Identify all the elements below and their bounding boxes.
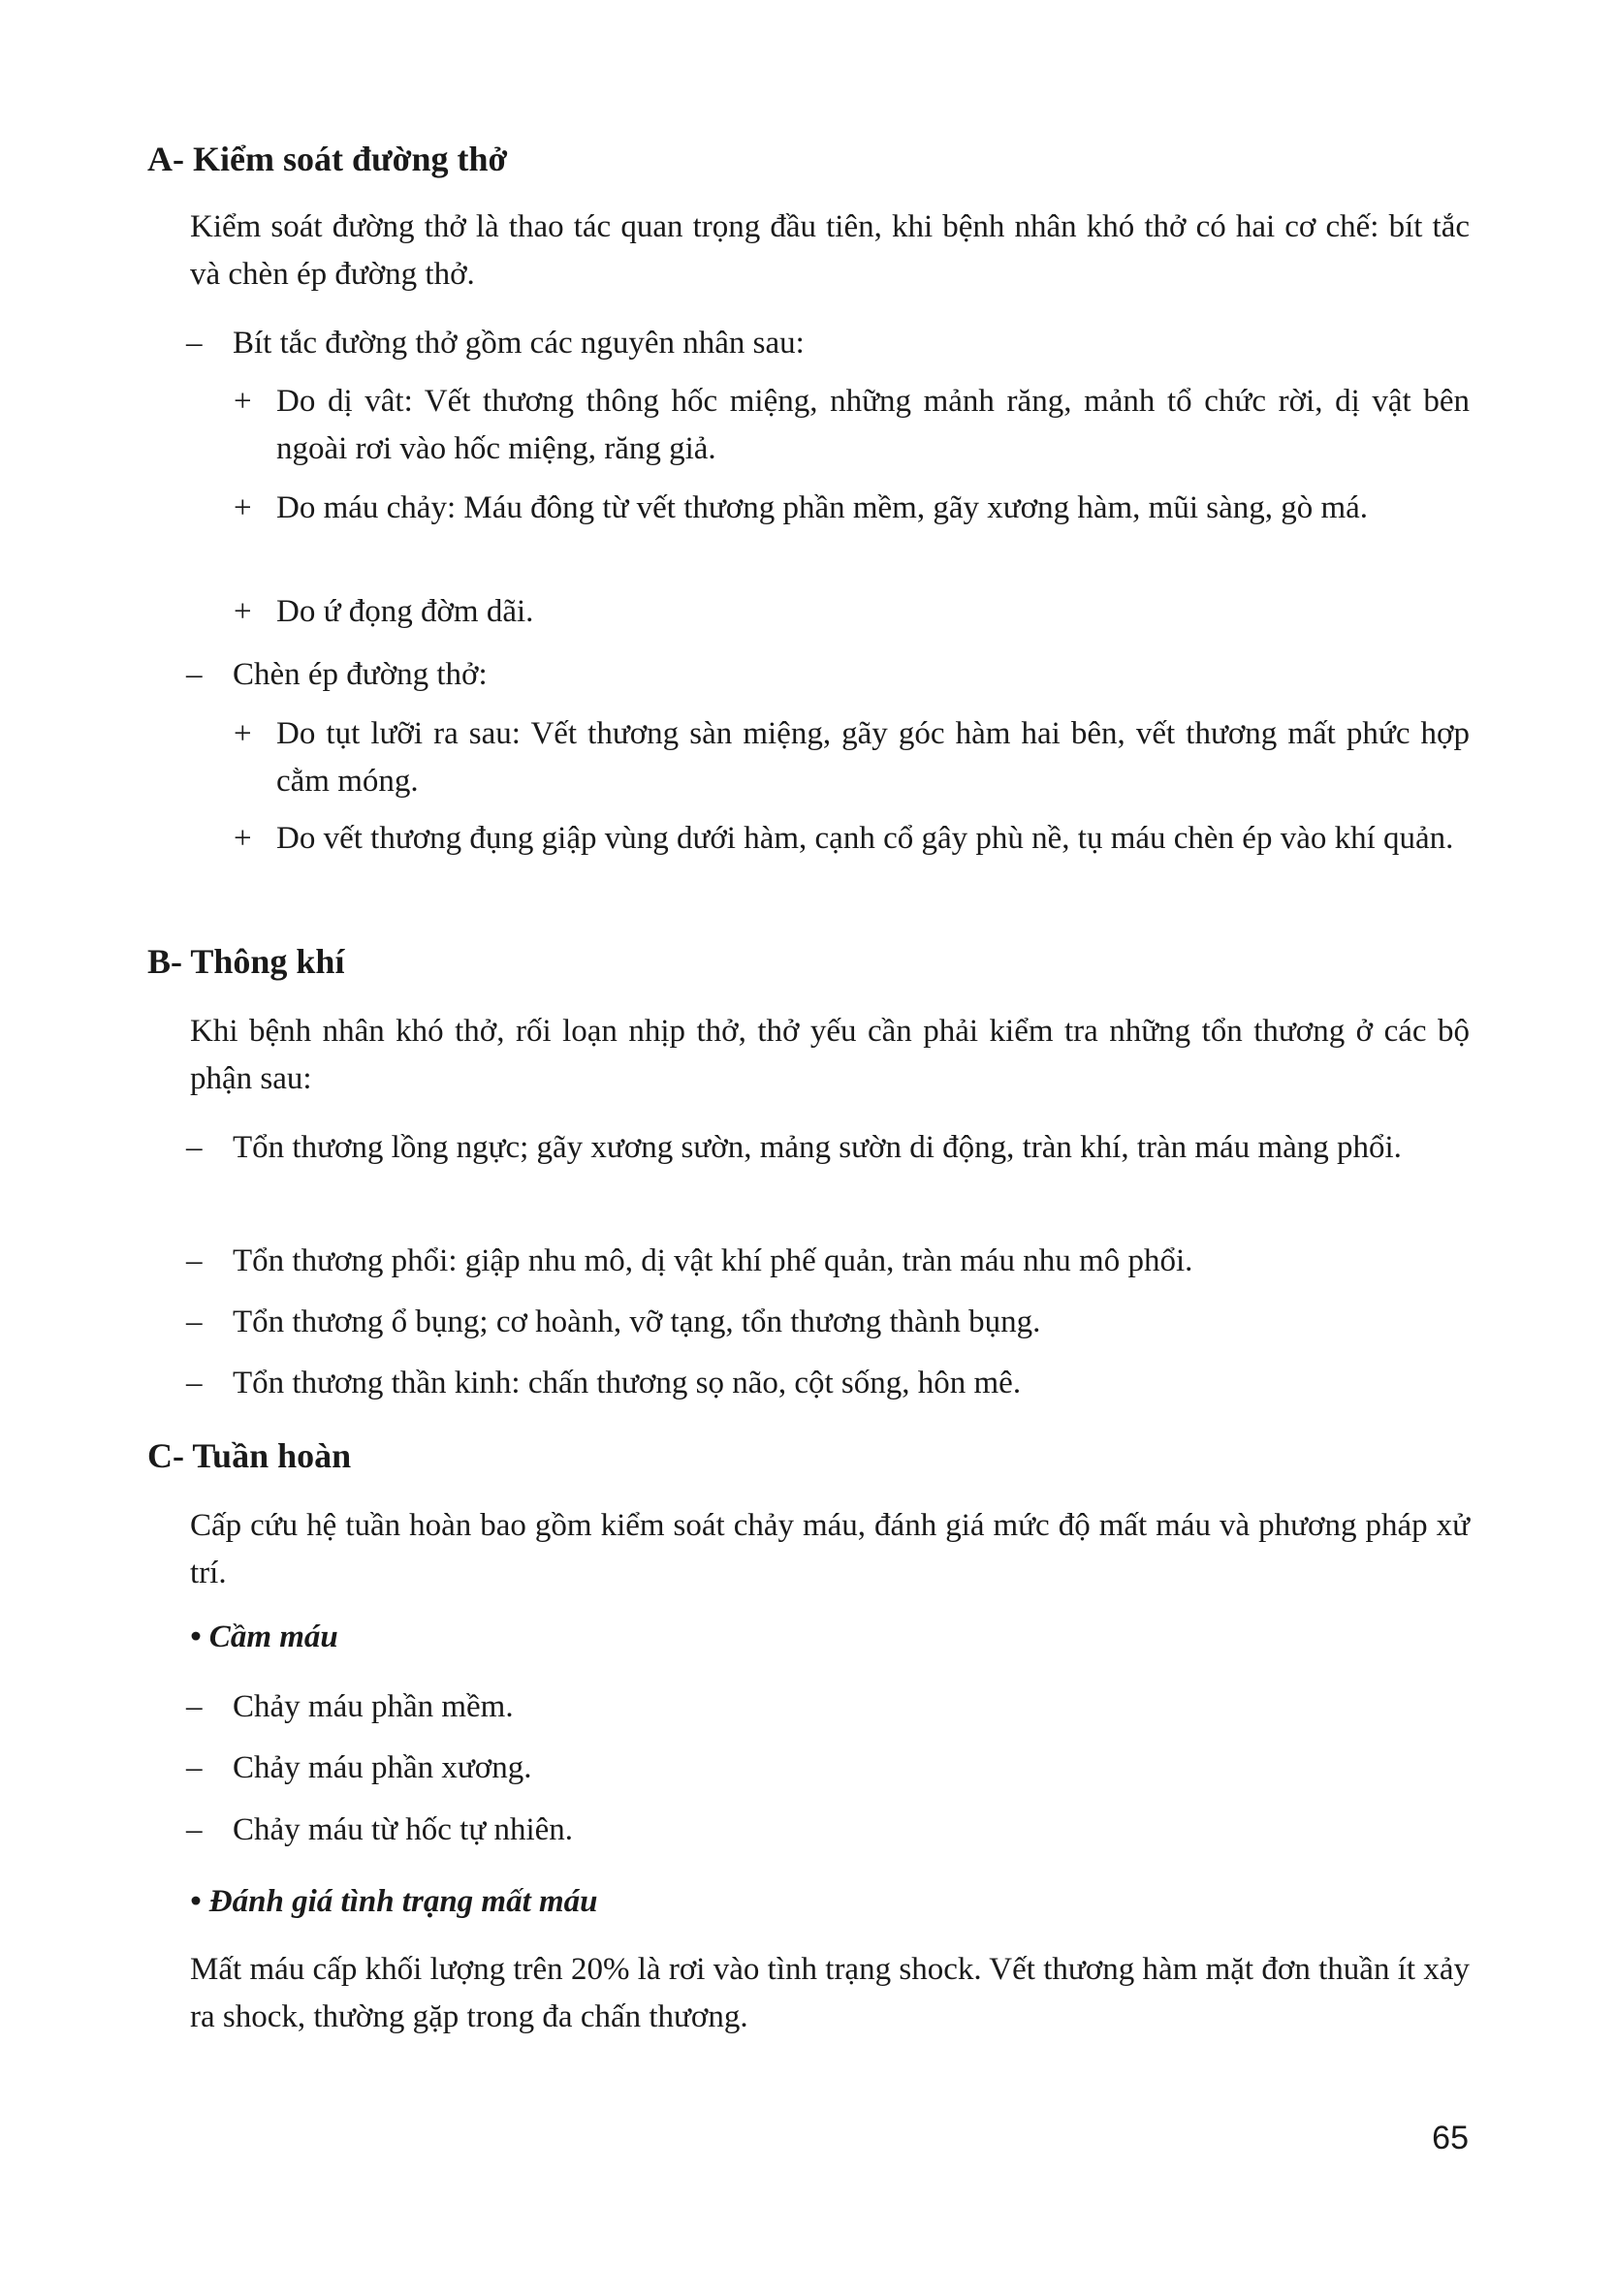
dash-marker: – [186, 1750, 203, 1785]
list-item [234, 710, 1470, 805]
dash-marker: – [186, 1243, 203, 1278]
section-a-heading: A- Kiểm soát đường thở [147, 140, 508, 178]
list-item-text: Tổn thương phổi: giập nhu mô, dị vật khí phế quản, tràn máu nhu mô phổi. [233, 1243, 1193, 1278]
plus-marker: + [234, 821, 252, 856]
dash-marker: – [186, 1689, 203, 1724]
list-item [186, 1299, 1470, 1346]
list-item [186, 1124, 1470, 1172]
list-item [234, 378, 1470, 473]
list-item-text: Chảy máu từ hốc tự nhiên. [233, 1812, 574, 1847]
list-item [186, 1807, 1470, 1854]
section-b-heading: B- Thông khí [147, 942, 345, 981]
dash-marker: – [186, 1366, 203, 1400]
plus-marker: + [234, 716, 252, 751]
list-item [186, 320, 1470, 367]
bullet-heading: • Đánh giá tình trạng mất máu [190, 1884, 598, 1919]
dash-marker: – [186, 326, 203, 361]
list-item-text: Do dị vât: Vết thương thông hốc miệng, những mảnh răng, mảnh tổ chức rời, dị vật bên ngoài rơi vào hốc miệng, răng giả. [276, 384, 1470, 466]
list-item [186, 1683, 1470, 1731]
list-item [186, 1745, 1470, 1792]
list-item-text: Tổn thương thần kinh: chấn thương sọ não, cột sống, hôn mê. [233, 1366, 1022, 1400]
list-item [234, 815, 1470, 863]
plus-marker: + [234, 594, 252, 629]
section-c-closing: Mất máu cấp khối lượng trên 20% là rơi vào tình trạng shock. Vết thương hàm mặt đơn thuần ít xảy ra shock, thường gặp trong đa chấn thương. [190, 1952, 1470, 2034]
list-item [186, 651, 1470, 699]
dash-marker: – [186, 1305, 203, 1339]
dash-marker: – [186, 1130, 203, 1165]
list-item-text: Tổn thương ổ bụng; cơ hoành, vỡ tạng, tổn thương thành bụng. [233, 1305, 1041, 1339]
list-item [186, 1360, 1470, 1407]
page-number: 65 [1432, 2120, 1469, 2156]
dash-marker: – [186, 1812, 203, 1847]
dash-marker: – [186, 657, 203, 692]
list-item-text: Do ứ đọng đờm dãi. [276, 594, 534, 629]
list-item [234, 588, 1470, 636]
list-item-text: Chảy máu phần xương. [233, 1750, 532, 1785]
list-item [186, 1238, 1470, 1285]
list-item-text: Do vết thương đụng giập vùng dưới hàm, cạnh cổ gây phù nề, tụ máu chèn ép vào khí quản. [276, 821, 1454, 856]
bullet-heading: • Cầm máu [190, 1620, 338, 1654]
plus-marker: + [234, 490, 252, 525]
list-item-text: Tổn thương lồng ngực; gãy xương sườn, mảng sườn di động, tràn khí, tràn máu màng phổi. [233, 1130, 1402, 1165]
section-b-intro: Khi bệnh nhân khó thở, rối loạn nhịp thở, thở yếu cần phải kiểm tra những tổn thương ở các bộ phận sau: [190, 1014, 1470, 1096]
list-item-text: Chèn ép đường thở: [233, 657, 488, 692]
list-item-text: Do tụt lưỡi ra sau: Vết thương sàn miệng, gãy góc hàm hai bên, vết thương mất phức hợp cằm móng. [276, 716, 1470, 799]
section-c-intro: Cấp cứu hệ tuần hoàn bao gồm kiểm soát chảy máu, đánh giá mức độ mất máu và phương pháp xử trí. [190, 1508, 1470, 1590]
list-item-text: Bít tắc đường thở gồm các nguyên nhân sau: [233, 326, 805, 361]
list-item-text: Do máu chảy: Máu đông từ vết thương phần mềm, gãy xương hàm, mũi sàng, gò má. [276, 490, 1369, 525]
section-a-intro: Kiểm soát đường thở là thao tác quan trọng đầu tiên, khi bệnh nhân khó thở có hai cơ chế: bít tắc và chèn ép đường thở. [190, 209, 1470, 292]
section-c-heading: C- Tuần hoàn [147, 1436, 352, 1475]
list-item-text: Chảy máu phần mềm. [233, 1689, 514, 1724]
list-item [234, 485, 1470, 532]
plus-marker: + [234, 384, 252, 419]
